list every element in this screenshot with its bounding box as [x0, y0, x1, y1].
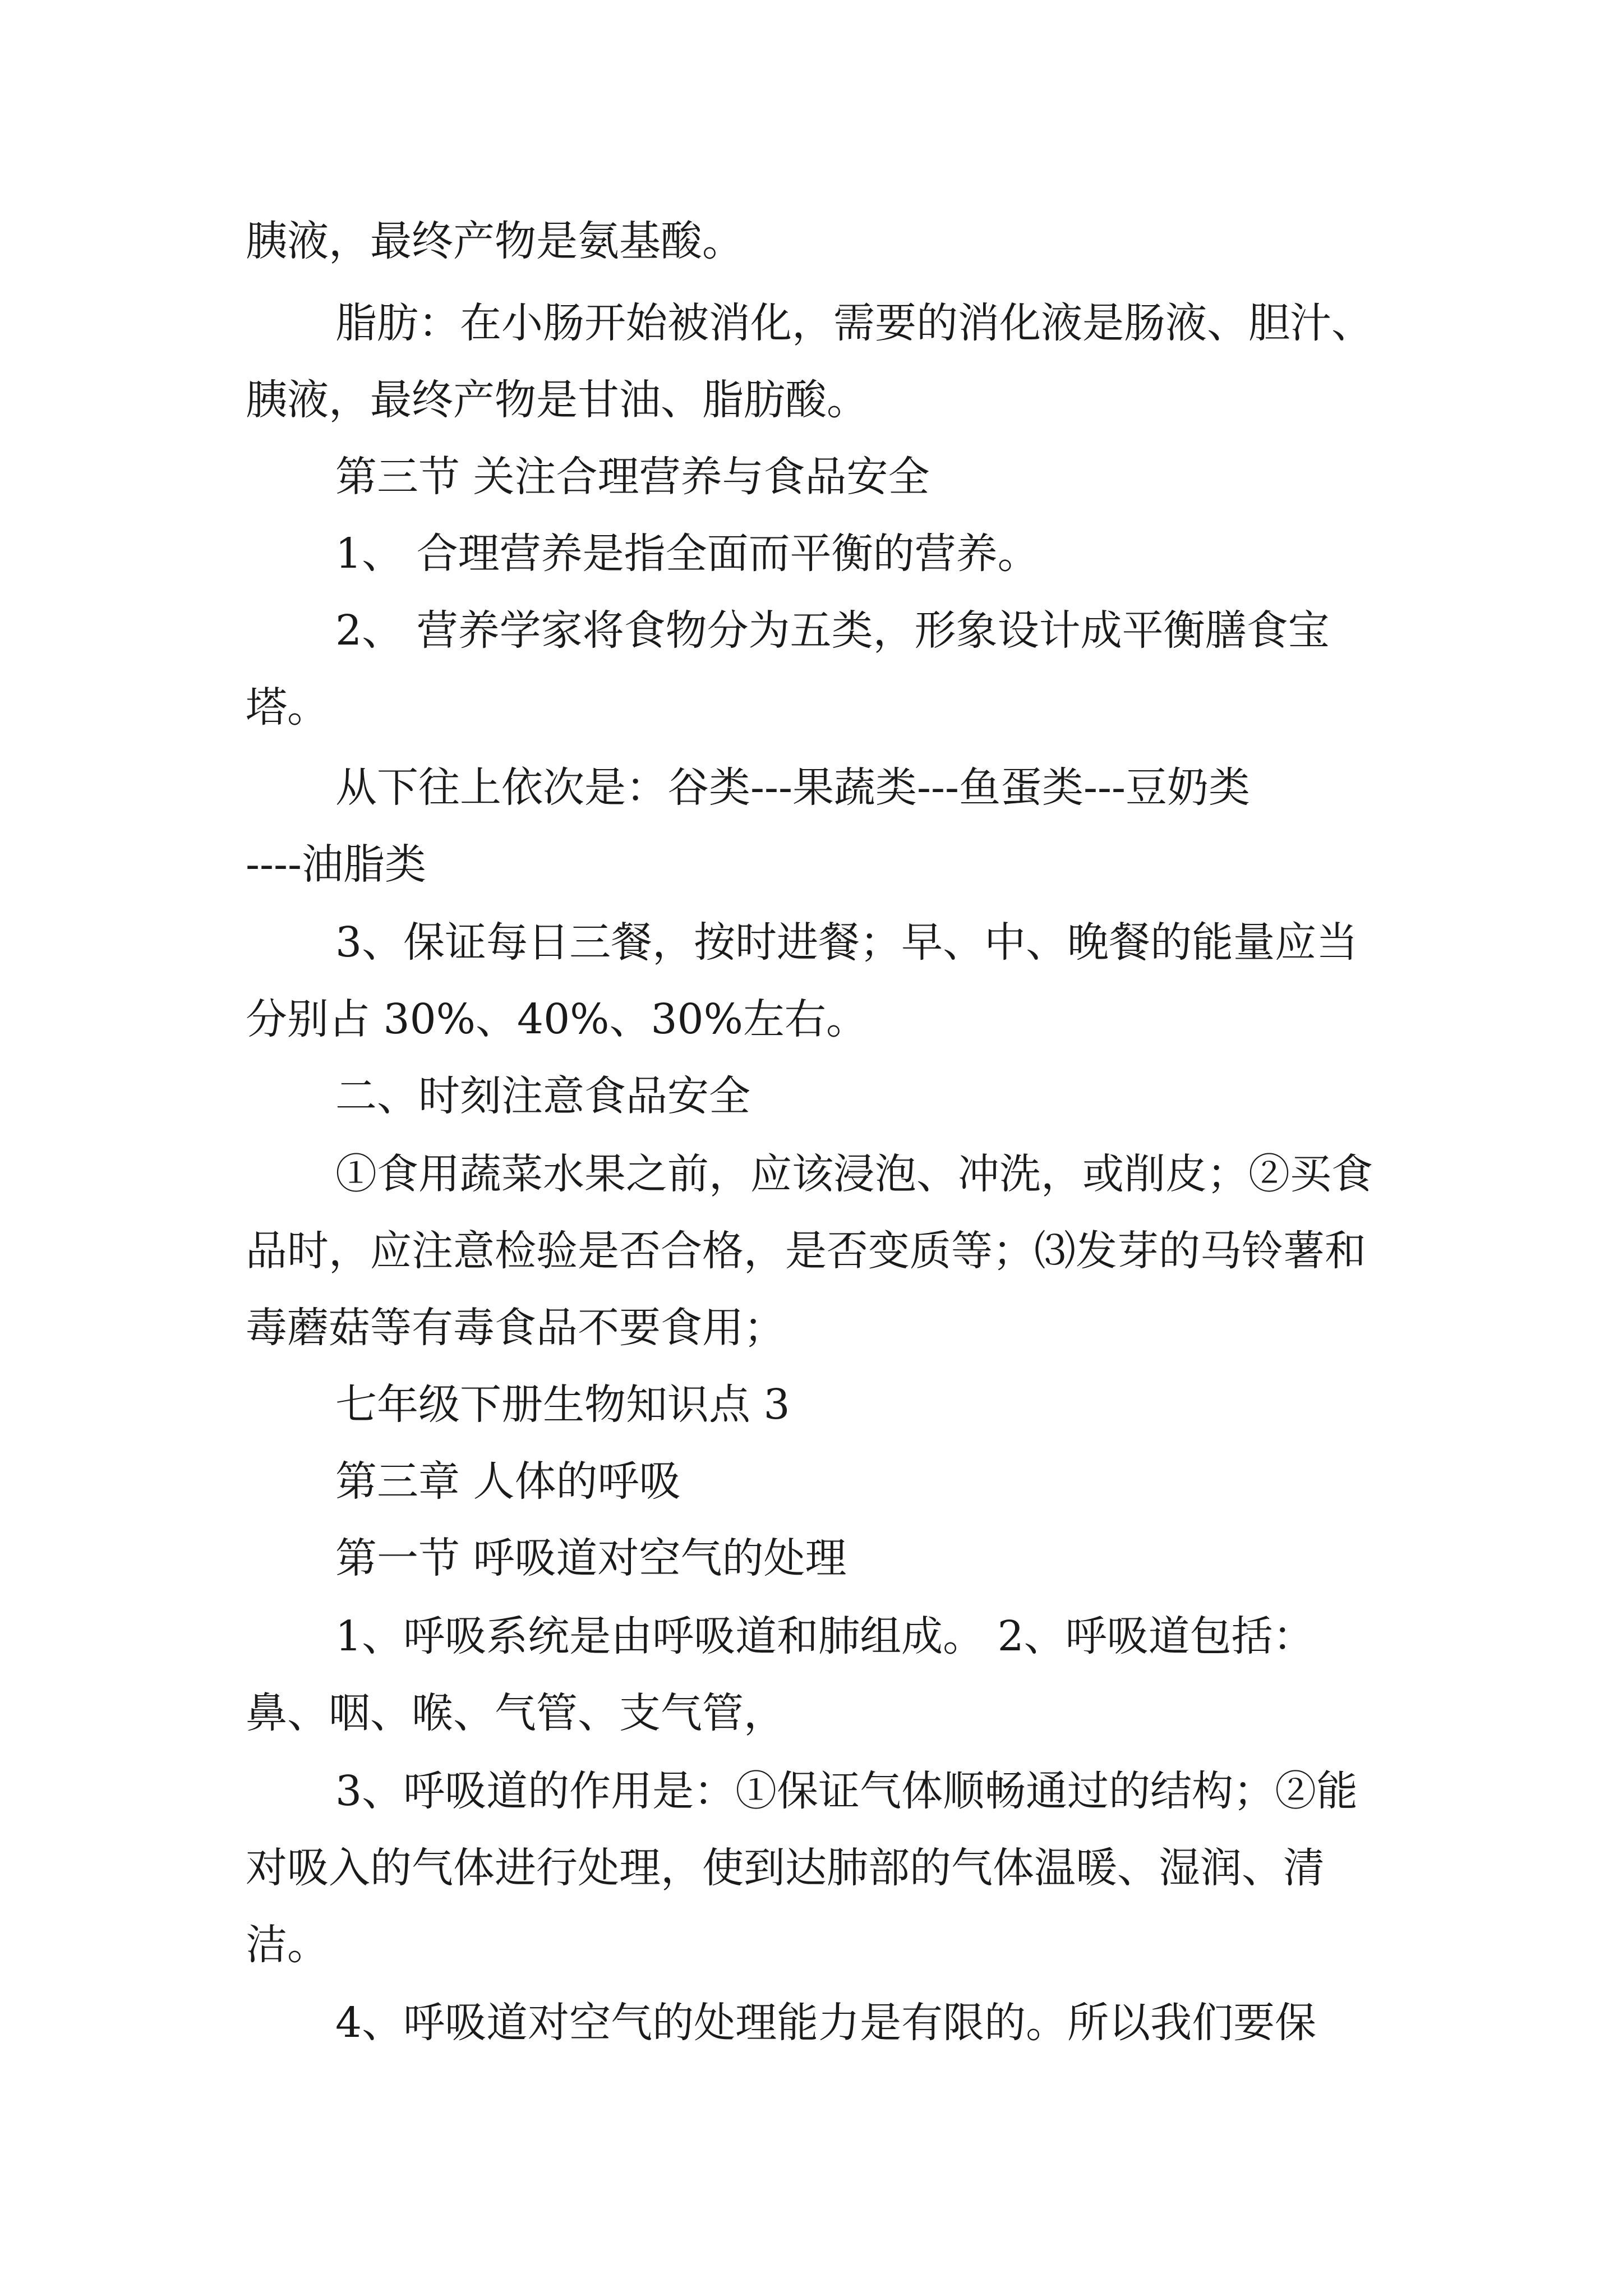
- text-line: 2、 营养学家将食物分为五类，形象设计成平衡膳食宝: [335, 606, 1330, 655]
- text-line: 1、呼吸系统是由呼吸道和肺组成。 2、呼吸道包括：: [335, 1612, 1315, 1660]
- text-line: ①食用蔬菜水果之前，应该浸泡、冲洗，或削皮；②买食: [335, 1150, 1373, 1198]
- text-line: ----油脂类: [246, 840, 427, 889]
- text-line: 3、呼吸道的作用是：①保证气体顺畅通过的结构；②能: [335, 1767, 1358, 1815]
- section-heading: 七年级下册生物知识点 3: [335, 1381, 790, 1429]
- text-line: 胰液，最终产物是氨基酸。: [246, 217, 744, 265]
- section-heading: 二、时刻注意食品安全: [335, 1072, 750, 1120]
- text-line: 品时，应注意检验是否合格，是否变质等；⑶发芽的马铃薯和: [246, 1227, 1366, 1275]
- text-line: 脂肪：在小肠开始被消化，需要的消化液是肠液、胆汁、: [335, 299, 1373, 347]
- text-line: 1、 合理营养是指全面而平衡的营养。: [335, 530, 1039, 578]
- text-line: 毒蘑菇等有毒食品不要食用；: [246, 1304, 785, 1352]
- text-line: 从下往上依次是：谷类---果蔬类---鱼蛋类---豆奶类: [335, 763, 1251, 812]
- text-line: 塔。: [246, 683, 329, 731]
- text-line: 鼻、咽、喉、气管、支气管，: [246, 1689, 785, 1737]
- text-line: 对吸入的气体进行处理，使到达肺部的气体温暖、湿润、清: [246, 1844, 1325, 1892]
- section-heading: 第三章 人体的呼吸: [335, 1457, 681, 1506]
- section-heading: 第三节 关注合理营养与食品安全: [335, 453, 930, 501]
- text-line: 3、保证每日三餐，按时进餐；早、中、晚餐的能量应当: [335, 918, 1358, 967]
- text-line: 洁。: [246, 1921, 329, 1969]
- text-line: 4、呼吸道对空气的处理能力是有限的。所以我们要保: [335, 1999, 1317, 2047]
- text-line: 分别占 30%、40%、30%左右。: [246, 995, 868, 1043]
- section-heading: 第一节 呼吸道对空气的处理: [335, 1534, 847, 1582]
- text-line: 胰液，最终产物是甘油、脂肪酸。: [246, 376, 868, 424]
